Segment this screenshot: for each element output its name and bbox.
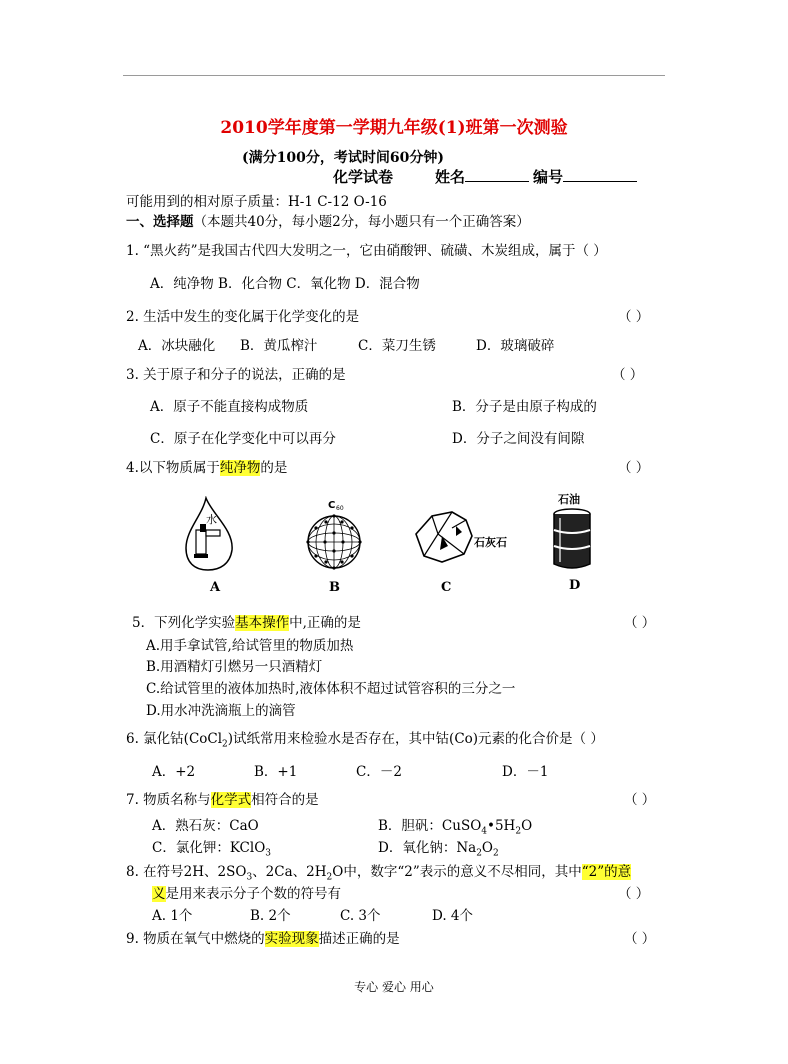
q8-stem-line1: 8. 在符号2H、$2SO_3$、2Ca、$2H_2O$中，数字“2”表示的意义不尽相同，其中“2”的意 — [126, 864, 632, 883]
q2-option-c: C．菜刀生锈 — [358, 338, 436, 354]
q6-option-b: B．+1 — [254, 764, 298, 780]
q7-option-b: B．胆矾：$CuSO_4•5H_2O$ — [378, 818, 533, 837]
fig-label-a: A — [210, 580, 221, 595]
q8-option-a: A. 1个 — [152, 908, 193, 924]
q5-option-a: A.用手拿试管,给试管里的物质加热 — [146, 638, 354, 654]
q8-option-b: B. 2个 — [250, 908, 291, 924]
q8-highlight-2: 义 — [152, 886, 166, 902]
section-note: （本题共40分，每小题2分，每小题只有一个正确答案） — [193, 214, 530, 230]
q3-answer-paren: （ ） — [612, 367, 644, 383]
limestone-label: 石灰石 — [474, 536, 507, 549]
q6-stem: 6. 氯化钴(CoCl$_2$)试纸常用来检验水是否存在，其中钴(Co)元素的化合价是（ ） — [126, 731, 604, 750]
q7-answer-paren: （ ） — [624, 792, 656, 808]
q2-stem: 2. 生活中发生的变化属于化学变化的是 — [126, 309, 360, 325]
q5-option-c: C.给试管里的液体加热时,液体体积不超过试管容积的三分之一 — [146, 681, 516, 697]
q2-option-d: D．玻璃破碎 — [476, 338, 555, 354]
c60-figure — [302, 496, 366, 572]
limestone-figure — [412, 506, 512, 572]
q7-stem: 7. 物质名称与化学式相符合的是 — [126, 792, 319, 808]
paper-name: 化学试卷 — [333, 168, 394, 186]
q3-option-d: D．分子之间没有间隙 — [452, 431, 585, 447]
number-blank[interactable] — [563, 167, 637, 182]
q3-option-c: C．原子在化学变化中可以再分 — [150, 431, 336, 447]
q8-option-d: D. 4个 — [432, 908, 474, 924]
q2-option-b: B．黄瓜榨汁 — [240, 338, 318, 354]
q8-answer-paren: （ ） — [618, 886, 650, 902]
paper-info-line — [333, 166, 637, 187]
q5-option-d: D.用水冲洗滴瓶上的滴管 — [146, 703, 296, 719]
name-label: 姓名 — [435, 168, 466, 186]
q4-highlight: 纯净物 — [219, 460, 261, 476]
q6-option-c: C．－2 — [356, 764, 402, 780]
q3-option-b: B．分子是由原子构成的 — [452, 399, 597, 415]
q8-stem-line2: 义是用来表示分子个数的符号有 — [152, 886, 341, 902]
q2-answer-paren: （ ） — [618, 309, 650, 325]
page-title: 2010学年度第一学期九年级(1)班第一次测验 — [220, 118, 568, 138]
q2-option-a: A．冰块融化 — [138, 338, 216, 354]
q4-stem: 4.以下物质属于纯净物的是 — [126, 460, 288, 476]
q9-highlight: 实验现象 — [264, 931, 319, 947]
exam-subtitle: (满分100分，考试时间60分钟) — [242, 150, 444, 166]
fig-label-b: B — [329, 580, 340, 595]
water-drop-figure — [182, 496, 238, 572]
c60-subscript: 60 — [336, 505, 344, 512]
q5-highlight: 基本操作 — [235, 615, 290, 631]
water-label: 水 — [206, 513, 217, 526]
q9-stem: 9. 物质在氧气中燃烧的实验现象描述正确的是 — [126, 931, 400, 947]
section-title: 一、选择题 — [126, 214, 194, 230]
fig-label-d: D — [569, 578, 581, 593]
q7-option-a: A．熟石灰：CaO — [152, 818, 259, 834]
q1-options: A．纯净物 B．化合物 C．氧化物 D．混合物 — [150, 276, 420, 292]
q8-highlight-1: “2”的意 — [581, 864, 632, 880]
q5-option-b: B.用酒精灯引燃另一只酒精灯 — [146, 659, 323, 675]
name-blank[interactable] — [465, 167, 529, 182]
q7-option-d: D．氧化钠：$Na_2O_2$ — [378, 840, 499, 859]
oil-barrel-figure — [548, 490, 596, 574]
q6-option-d: D．－1 — [502, 764, 549, 780]
atomic-mass-line: 可能用到的相对原子质量：H-1 C-12 O-16 — [126, 194, 387, 210]
header-rule — [123, 75, 665, 76]
oil-label: 石油 — [558, 493, 580, 506]
c60-label: C — [328, 500, 336, 511]
q4-answer-paren: （ ） — [618, 460, 650, 476]
fig-label-c: C — [441, 580, 452, 595]
q3-option-a: A．原子不能直接构成物质 — [150, 399, 309, 415]
q5-answer-paren: （ ） — [624, 615, 656, 631]
q7-option-c: C．氯化钾：KClO$_3$ — [152, 840, 272, 859]
q8-option-c: C. 3个 — [340, 908, 381, 924]
q1-stem: 1. “黑火药”是我国古代四大发明之一，它由硝酸钾、硫磺、木炭组成，属于（ ） — [126, 243, 607, 259]
q5-stem: 5．下列化学实验基本操作中,正确的是 — [132, 615, 361, 631]
q9-answer-paren: （ ） — [624, 931, 656, 947]
q3-stem: 3. 关于原子和分子的说法，正确的是 — [126, 367, 346, 383]
number-label: 编号 — [533, 168, 564, 186]
q6-option-a: A．+2 — [152, 764, 196, 780]
section-heading — [126, 210, 530, 230]
page-footer: 专心 爱心 用心 — [354, 980, 434, 994]
q7-highlight: 化学式 — [210, 792, 252, 808]
